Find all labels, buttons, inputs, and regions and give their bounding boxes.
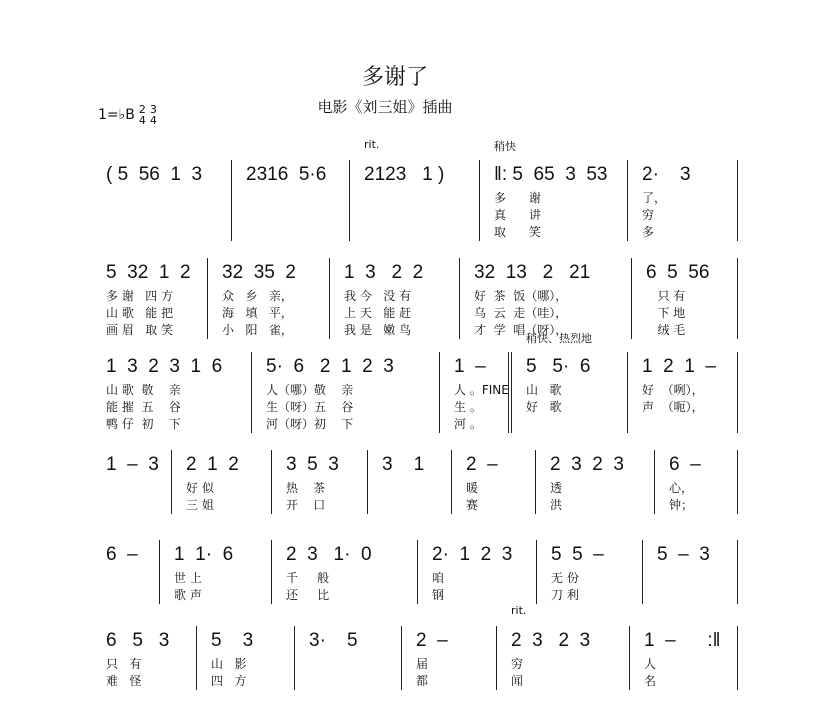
measure bbox=[628, 352, 738, 433]
tempo-marking: 稍快、热烈地 bbox=[526, 332, 592, 345]
measure bbox=[536, 450, 655, 514]
measure bbox=[252, 352, 440, 433]
measure bbox=[512, 332, 628, 433]
measure-notes: 2· 3 bbox=[642, 164, 691, 185]
measure bbox=[632, 258, 738, 339]
lyric-line: 生 。 bbox=[454, 400, 482, 414]
measure bbox=[208, 258, 330, 339]
measure-notes: 5 3 bbox=[211, 630, 254, 651]
measure-notes: 3 1 bbox=[382, 454, 425, 475]
tempo-marking: rit. bbox=[511, 604, 527, 617]
lyric-line: 人 。FINE bbox=[454, 383, 509, 397]
measure-notes: 3· 5 bbox=[309, 630, 358, 651]
key-tonic: 1=♭B bbox=[98, 107, 135, 123]
measure bbox=[402, 626, 497, 690]
lyric-line: 三 姐 bbox=[186, 498, 214, 512]
lyric-line: 鸭 仔 初 下 bbox=[106, 417, 181, 431]
measure bbox=[295, 626, 402, 690]
measure-notes: 1 2 1 – bbox=[642, 356, 716, 377]
lyric-line: 众 乡 亲， bbox=[222, 289, 293, 303]
lyric-line: 穷 bbox=[642, 208, 655, 222]
lyric-line: 千 般 bbox=[286, 571, 330, 585]
lyric-line: 闻 bbox=[511, 674, 524, 688]
measure bbox=[643, 540, 738, 604]
measure bbox=[197, 626, 295, 690]
measure-notes: 32 13 2 21 bbox=[474, 262, 591, 283]
measure-notes: 1 – :‖ bbox=[644, 630, 721, 651]
lyric-line: 海 填 平， bbox=[222, 306, 293, 320]
measure bbox=[92, 258, 208, 339]
measure-notes: 5 5· 6 bbox=[526, 356, 591, 377]
lyric-line: 河 。 bbox=[454, 417, 482, 431]
measure-notes: ‖: 5 65 3 53 bbox=[494, 164, 608, 185]
measure-notes: 2 – bbox=[466, 454, 498, 475]
lyric-line: 山 影 bbox=[211, 657, 247, 671]
measure bbox=[92, 352, 252, 433]
measure bbox=[452, 450, 536, 514]
measure-notes: 2· 1 2 3 bbox=[432, 544, 513, 565]
measure-notes: 2123 1 ) bbox=[364, 164, 445, 185]
lyric-line: 暖 bbox=[466, 481, 479, 495]
score-row bbox=[92, 450, 740, 514]
lyric-line: 多 谢 bbox=[494, 191, 541, 205]
lyric-line: 多 谢 四 方 bbox=[106, 289, 174, 303]
measure-notes: 2 3 1· 0 bbox=[286, 544, 372, 565]
score-row bbox=[92, 604, 740, 690]
score-row bbox=[92, 258, 740, 339]
lyric-line: 我 是 嫩 鸟 bbox=[344, 323, 412, 337]
lyric-line: 钟； bbox=[669, 498, 694, 512]
lyric-line: 小 阳 雀， bbox=[222, 323, 293, 337]
measure-notes: 1 3 2 2 bbox=[344, 262, 424, 283]
measure bbox=[272, 450, 368, 514]
lyric-line: 生（呀）五 谷 bbox=[266, 400, 354, 414]
measure bbox=[92, 626, 197, 690]
lyric-line: 绒 毛 bbox=[646, 323, 686, 337]
lyric-line: 声 （呃）， bbox=[642, 400, 704, 414]
lyric-line: 下 地 bbox=[646, 306, 686, 320]
measure-notes: 5· 6 2 1 2 3 bbox=[266, 356, 394, 377]
lyric-line: 好 茶 饭（哪）， bbox=[474, 289, 568, 303]
measure-notes: 3 5 3 bbox=[286, 454, 339, 475]
measure bbox=[440, 352, 512, 433]
score-row bbox=[92, 138, 740, 241]
lyric-line: 山 歌 敬 亲 bbox=[106, 383, 181, 397]
song-title: 多谢了 bbox=[361, 65, 428, 90]
lyric-line: 能 摧 五 谷 bbox=[106, 400, 181, 414]
measure bbox=[172, 450, 272, 514]
lyric-line: 人（哪）敬 亲 bbox=[266, 383, 354, 397]
measure bbox=[160, 540, 272, 604]
measure bbox=[460, 258, 632, 339]
lyric-line: 只 有 bbox=[646, 289, 686, 303]
measure bbox=[350, 138, 480, 241]
measure-notes: 5 5 – bbox=[551, 544, 604, 565]
measure bbox=[655, 450, 738, 514]
measure bbox=[368, 450, 452, 514]
measure-notes: ( 5 56 1 3 bbox=[106, 164, 203, 185]
measure-notes: 1 – bbox=[454, 356, 486, 377]
lyric-line: 好 歌 bbox=[526, 400, 562, 414]
lyric-line: 咱 bbox=[432, 571, 445, 585]
lyric-line: 刀 利 bbox=[551, 588, 579, 602]
lyric-line: 还 比 bbox=[286, 588, 330, 602]
lyric-line: 乌 云 走（哇）， bbox=[474, 306, 568, 320]
lyric-line: 山 歌 bbox=[526, 383, 562, 397]
measure-notes: 6 – bbox=[669, 454, 701, 475]
measure bbox=[630, 626, 738, 690]
measure bbox=[92, 540, 160, 604]
lyric-line: 穷 bbox=[511, 657, 524, 671]
measure-notes: 6 5 56 bbox=[646, 262, 710, 283]
measure-notes: 2 3 2 3 bbox=[550, 454, 624, 475]
score-row bbox=[92, 332, 740, 433]
lyric-line: 只 有 bbox=[106, 657, 142, 671]
measure bbox=[497, 604, 630, 690]
lyric-line: 真 讲 bbox=[494, 208, 541, 222]
tempo-marking: rit. bbox=[364, 138, 380, 151]
measure-notes: 6 5 3 bbox=[106, 630, 170, 651]
lyric-line: 钢 bbox=[432, 588, 445, 602]
lyric-line: 四 方 bbox=[211, 674, 247, 688]
lyric-line: 都 bbox=[416, 674, 429, 688]
lyric-line: 热 茶 bbox=[286, 481, 326, 495]
lyric-line: 心， bbox=[669, 481, 694, 495]
measure bbox=[628, 160, 738, 241]
lyric-line: 世 上 bbox=[174, 571, 202, 585]
measure-notes: 5 32 1 2 bbox=[106, 262, 191, 283]
measure-notes: 1 – 3 bbox=[106, 454, 159, 475]
measure-notes: 2316 5·6 bbox=[246, 164, 327, 185]
lyric-line: 才 学 唱（呀）， bbox=[474, 323, 568, 337]
lyric-line: 山 歌 能 把 bbox=[106, 306, 174, 320]
lyric-line: 取 笑 bbox=[494, 225, 541, 239]
measure-notes: 6 – bbox=[106, 544, 138, 565]
key-signature bbox=[98, 104, 157, 126]
measure-notes: 2 3 2 3 bbox=[511, 630, 591, 651]
lyric-line: 开 口 bbox=[286, 498, 326, 512]
lyric-line: 透 bbox=[550, 481, 563, 495]
measure bbox=[537, 540, 643, 604]
measure-notes: 2 – bbox=[416, 630, 448, 651]
lyric-line: 人 bbox=[644, 657, 657, 671]
lyric-line: 我 今 没 有 bbox=[344, 289, 412, 303]
measure bbox=[418, 540, 537, 604]
song-subtitle: 电影《刘三姐》插曲 bbox=[317, 98, 453, 116]
lyric-line: 画 眉 取 笑 bbox=[106, 323, 174, 337]
tempo-marking: 稍快 bbox=[494, 140, 516, 153]
lyric-line: 河（呀）初 下 bbox=[266, 417, 354, 431]
measure bbox=[330, 258, 460, 339]
lyric-line: 多 bbox=[642, 225, 655, 239]
lyric-line: 好 似 bbox=[186, 481, 214, 495]
meter-2-4: 2 4 bbox=[138, 103, 146, 127]
lyric-line: 届 bbox=[416, 657, 429, 671]
measure-notes: 32 35 2 bbox=[222, 262, 296, 283]
score-row bbox=[92, 540, 740, 604]
lyric-line: 赛 bbox=[466, 498, 479, 512]
measure bbox=[272, 540, 418, 604]
meter-3-4: 3 4 bbox=[149, 103, 157, 127]
lyric-line: 无 份 bbox=[551, 571, 579, 585]
measure bbox=[480, 140, 628, 241]
measure bbox=[92, 450, 172, 514]
lyric-line: 了， bbox=[642, 191, 667, 205]
lyric-line: 歌 声 bbox=[174, 588, 202, 602]
lyric-line: 上 天 能 赶 bbox=[344, 306, 412, 320]
lyric-line: 洪 bbox=[550, 498, 563, 512]
lyric-line: 名 bbox=[644, 674, 657, 688]
lyric-line: 好 （咧）， bbox=[642, 383, 704, 397]
measure-notes: 2 1 2 bbox=[186, 454, 239, 475]
lyric-line: 难 怪 bbox=[106, 674, 142, 688]
measure-notes: 1 3 2 3 1 6 bbox=[106, 356, 223, 377]
measure-notes: 1 1· 6 bbox=[174, 544, 234, 565]
measure bbox=[232, 160, 350, 241]
measure-notes: 5 – 3 bbox=[657, 544, 710, 565]
measure bbox=[92, 160, 232, 241]
